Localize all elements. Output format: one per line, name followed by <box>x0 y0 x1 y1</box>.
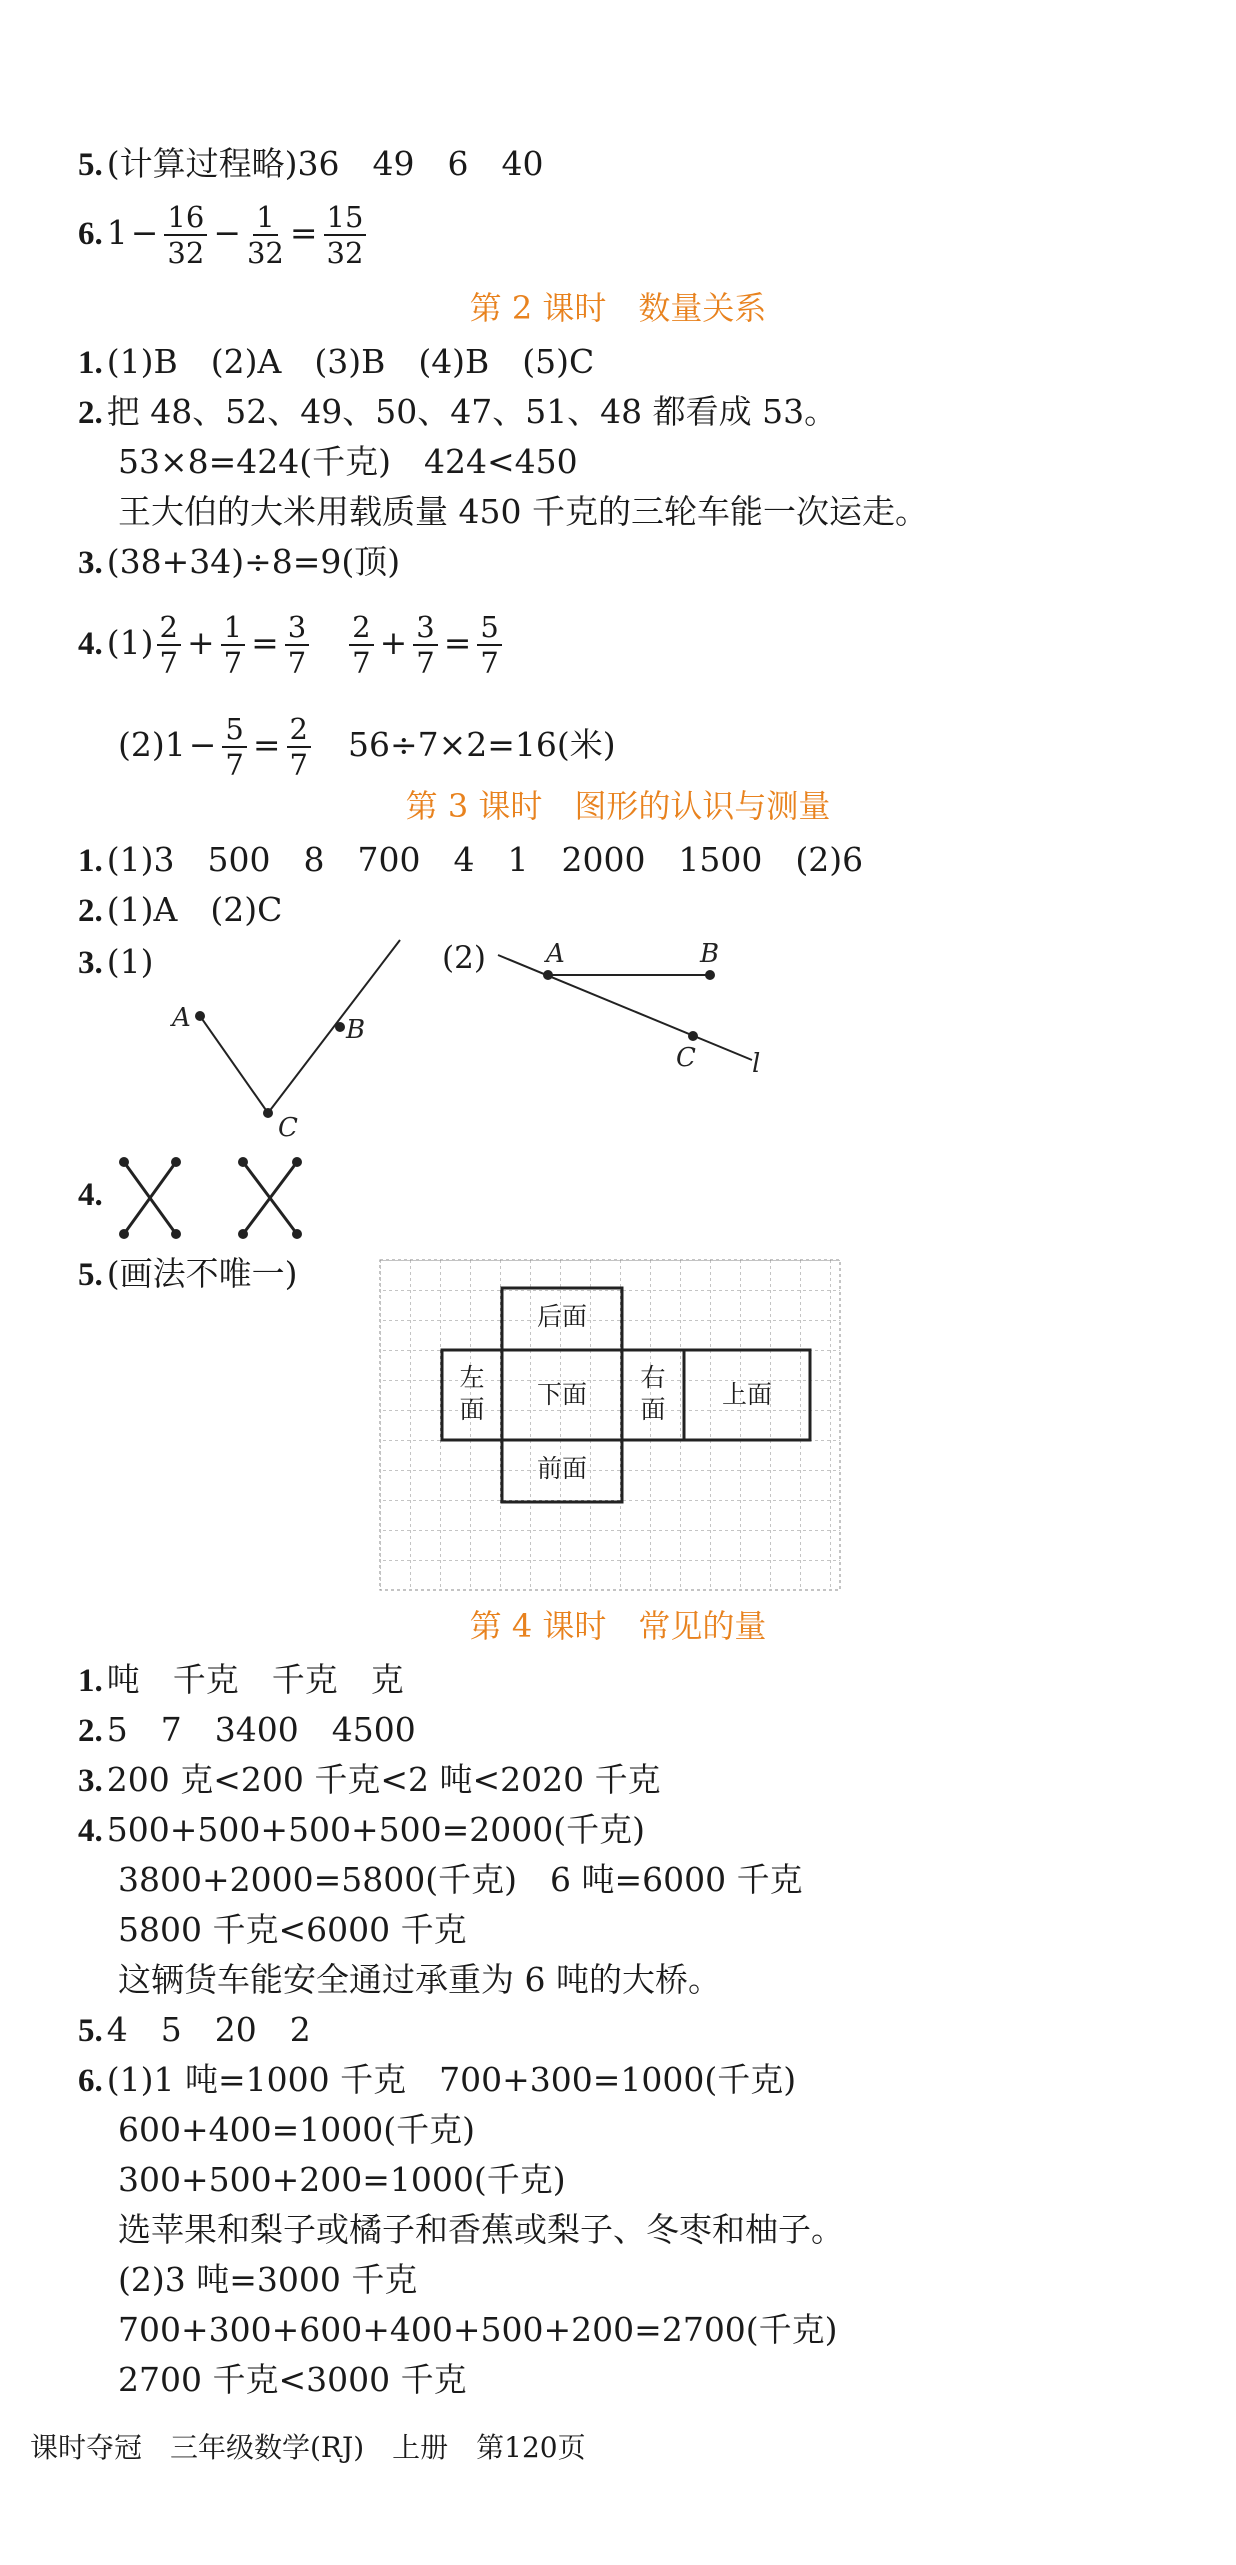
q6-line-6: 700+300+600+400+500+200=2700(千克) <box>118 2310 838 2349</box>
q-number: 4. <box>78 1177 103 1213</box>
numerator: 2 <box>349 610 373 646</box>
section-title: 第 4 课时 常见的量 <box>469 1607 767 1645</box>
label-c: C <box>676 1043 696 1073</box>
label-left <box>442 1362 502 1426</box>
denominator: 32 <box>167 236 205 270</box>
q4-line <box>78 1808 645 1853</box>
cross-figures <box>119 1157 302 1239</box>
q-number: 2. <box>78 1713 103 1749</box>
q6-line-4: 选苹果和梨子或橘子和香蕉或梨子、冬枣和柚子。 <box>118 2210 844 2249</box>
denominator: 7 <box>159 646 178 680</box>
label-front: 前面 <box>536 1454 587 1483</box>
q-number: 2. <box>78 893 103 929</box>
label-left-char: 左 <box>459 1363 485 1392</box>
label-left-char: 面 <box>459 1395 485 1424</box>
numerator: 1 <box>253 200 277 236</box>
q-number: 6. <box>78 2063 103 2099</box>
answer-text: 500+500+500+500=2000(千克) <box>106 1810 646 1849</box>
point-c <box>688 1031 698 1041</box>
label-a: A <box>546 939 565 969</box>
dot <box>238 1229 248 1239</box>
page-footer: 课时夺冠 三年级数学(RJ) 上册 第120页 <box>30 2431 586 2464</box>
numerator: 5 <box>222 712 246 748</box>
answer-text: (1)3 500 8 700 4 1 2000 1500 (2)6 <box>106 840 864 879</box>
operator: + <box>186 623 215 662</box>
denominator: 7 <box>287 646 307 680</box>
q2-line-3: 王大伯的大米用载质量 450 千克的三轮车能一次运走。 <box>118 492 928 531</box>
q1-line <box>78 1658 404 1703</box>
label-b: B <box>700 939 720 969</box>
q-number: 3. <box>78 545 103 581</box>
point-a <box>195 1011 205 1021</box>
q6-line-5: (2)3 吨=3000 千克 <box>118 2260 418 2299</box>
q-number: 5. <box>78 2013 103 2049</box>
q4-line-2: 3800+2000=5800(千克) 6 吨=6000 千克 <box>118 1860 803 1899</box>
dot <box>119 1157 129 1167</box>
q-number: 5. <box>78 147 103 183</box>
q-number: 4. <box>78 1813 103 1849</box>
q5-line <box>78 2008 311 2053</box>
denominator: 7 <box>352 646 371 680</box>
dot <box>171 1229 181 1239</box>
denominator: 7 <box>416 646 435 680</box>
numerator: 3 <box>285 610 309 646</box>
section-title: 第 2 课时 数量关系 <box>469 289 767 327</box>
denominator: 7 <box>225 748 244 782</box>
answer-text: 吨 千克 千克 克 <box>106 1660 404 1699</box>
operator: − <box>213 213 241 252</box>
operator: − <box>130 213 159 252</box>
answer-text: (1)B (2)A (3)B (4)B (5)C <box>106 342 595 381</box>
label-right <box>622 1362 684 1426</box>
part-label: (1) <box>106 942 154 981</box>
point-c <box>263 1108 273 1118</box>
section-title: 第 3 课时 图形的认识与测量 <box>405 787 831 825</box>
q2-line <box>78 1708 416 1753</box>
answer-text: (38+34)÷8=9(顶) <box>106 542 401 581</box>
denominator: 7 <box>223 646 243 680</box>
dot <box>292 1229 302 1239</box>
label-bottom: 下面 <box>536 1380 587 1409</box>
point-a <box>543 970 553 980</box>
label-a: A <box>172 1003 191 1033</box>
operator: − <box>188 725 217 764</box>
operator: = <box>443 623 472 662</box>
q-number: 4. <box>78 626 103 662</box>
numerator: 3 <box>413 610 437 646</box>
q5-line <box>78 1252 298 1297</box>
ray-cb <box>268 940 400 1113</box>
part-label: (2) <box>442 940 486 976</box>
answer-text: 200 克<200 千克<2 吨<2020 千克 <box>106 1760 661 1799</box>
line-l <box>498 955 752 1060</box>
answer-text: 把 48、52、49、50、47、51、48 都看成 53。 <box>106 392 838 431</box>
term: 1 <box>106 213 128 252</box>
denominator: 32 <box>246 236 284 270</box>
numerator: 2 <box>157 610 181 646</box>
q-number: 1. <box>78 345 103 381</box>
operator: + <box>379 623 408 662</box>
q6-line-7: 2700 千克<3000 千克 <box>118 2360 467 2399</box>
q4-line <box>78 1172 107 1217</box>
q4-line-4: 这辆货车能安全通过承重为 6 吨的大桥。 <box>118 1960 721 1999</box>
denominator: 7 <box>289 748 308 782</box>
numerator: 15 <box>324 200 367 236</box>
label-b: B <box>346 1015 366 1045</box>
dot <box>292 1157 302 1167</box>
label-back: 后面 <box>536 1302 587 1331</box>
answer-text: (1)1 吨=1000 千克 700+300=1000(千克) <box>106 2060 797 2099</box>
label-right-char: 右 <box>640 1363 666 1392</box>
ray-ca <box>200 1016 268 1113</box>
dot <box>238 1157 248 1167</box>
part-label: (2)1 <box>118 725 186 764</box>
operator: = <box>252 725 281 764</box>
answer-text: 56÷7×2=16(米) <box>347 725 616 764</box>
q-number: 1. <box>78 843 103 879</box>
label-right-char: 面 <box>640 1395 666 1424</box>
denominator: 32 <box>326 236 364 270</box>
q-number: 3. <box>78 945 103 981</box>
q3-line <box>78 1758 661 1803</box>
q2-line-2: 53×8=424(千克) 424<450 <box>118 442 578 481</box>
numerator: 5 <box>477 610 501 646</box>
label-top: 上面 <box>721 1380 772 1409</box>
operator: = <box>251 623 279 662</box>
answer-text: 4 5 20 2 <box>106 2010 311 2049</box>
answer-text: (1)A (2)C <box>106 890 283 929</box>
label-c: C <box>278 1113 298 1143</box>
angle-figure <box>170 940 400 1143</box>
dot <box>171 1157 181 1167</box>
parallel-figure <box>498 939 760 1079</box>
q6-line <box>78 2058 796 2103</box>
denominator: 7 <box>480 646 499 680</box>
q-number: 3. <box>78 1763 103 1799</box>
answer-text: 5 7 3400 4500 <box>106 1710 416 1749</box>
answer-text: (计算过程略)36 49 6 40 <box>106 144 544 183</box>
part-label: (1) <box>106 623 154 662</box>
q-number: 2. <box>78 395 103 431</box>
q-number: 5. <box>78 1257 103 1293</box>
numerator: 2 <box>287 712 311 748</box>
answer-text: (画法不唯一) <box>106 1254 298 1293</box>
dot <box>119 1229 129 1239</box>
numerator: 1 <box>221 610 245 646</box>
point-b <box>705 970 715 980</box>
q-number: 1. <box>78 1663 103 1699</box>
q6-line-3: 300+500+200=1000(千克) <box>118 2160 566 2199</box>
operator: = <box>289 213 318 252</box>
point-b <box>335 1022 345 1032</box>
q4-line-3: 5800 千克<6000 千克 <box>118 1910 467 1949</box>
q6-line-2: 600+400=1000(千克) <box>118 2110 476 2149</box>
label-l: l <box>752 1049 761 1079</box>
q-number: 6. <box>78 216 103 252</box>
numerator: 16 <box>164 200 207 236</box>
